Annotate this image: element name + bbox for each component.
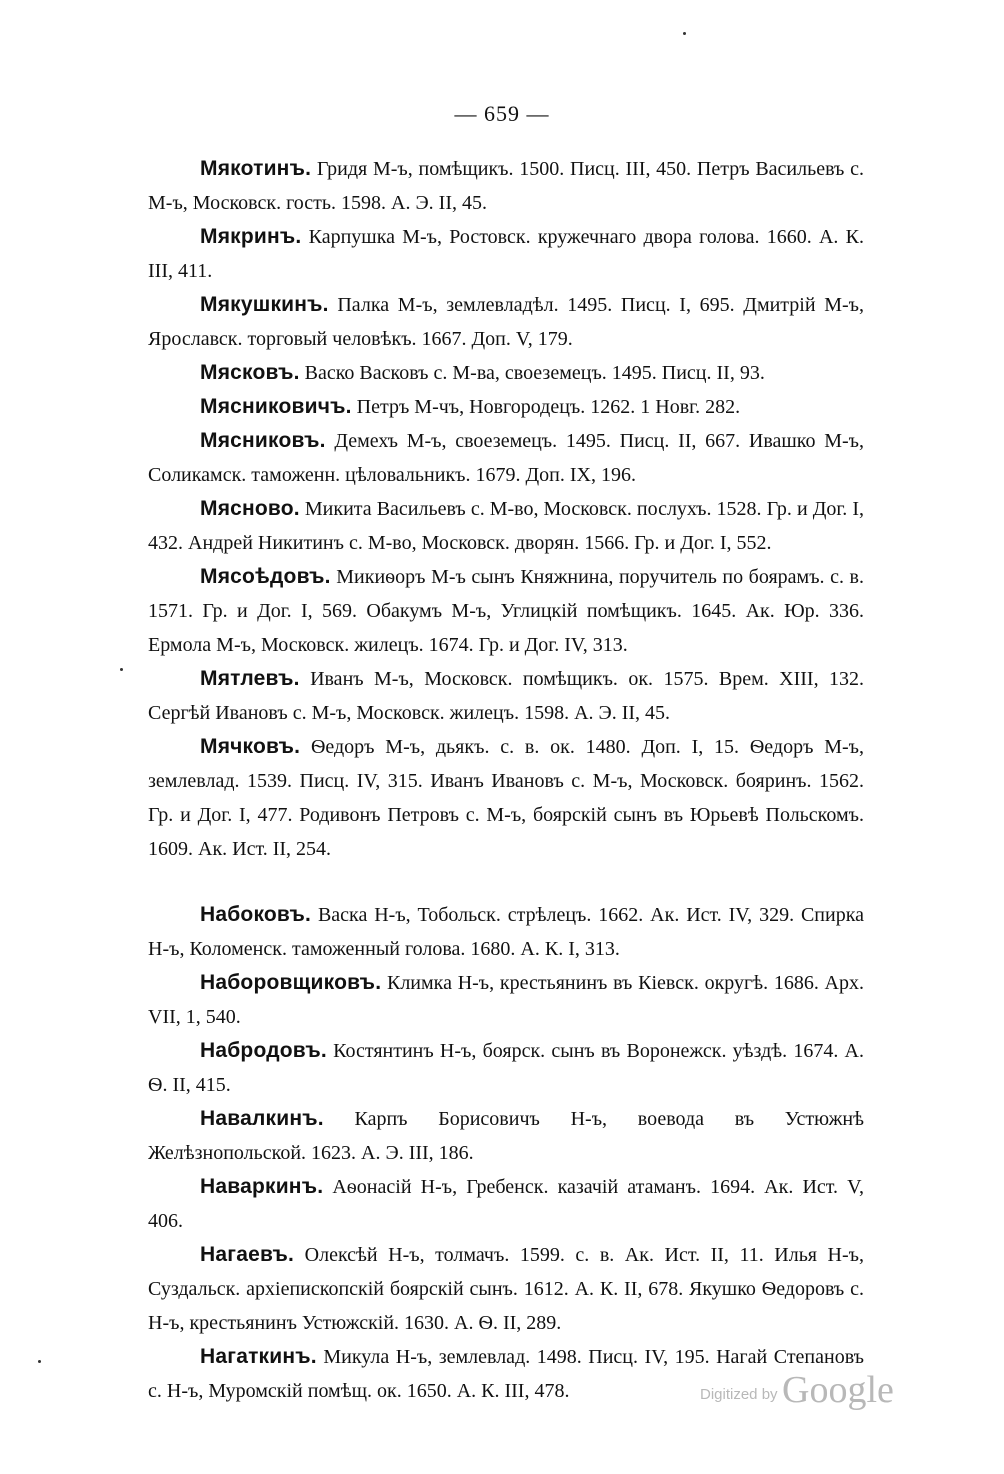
entry [148,390,864,424]
entry-headword: Навалкинъ. [200,1107,324,1130]
entry-headword: Нагаевъ. [200,1243,295,1266]
entry [148,424,864,492]
entry-text: Климка Н-ъ, крестьянинъ въ Кiевск. округѣ. 1686. Арх. VII, 1, 540. [148,972,865,1028]
entry-text: Гридя М-ъ, помѣщикъ. 1500. Писц. III, 450. Петръ Васильевъ с. М-ъ, Московск. гость. 1598. А. Э. II, 45. [148,158,864,214]
entry [148,220,864,288]
entry-headword: Мячковъ. [200,735,301,758]
entry [148,1238,864,1340]
entry-text: Микиѳоръ М-ъ сынъ Княжнина, поручитель по боярамъ. с. в. 1571. Гр. и Дог. I, 569. Обакумъ М-ъ, Углицкiй помѣщикъ. 1645. Ак. Юр. 336. Ермола М-ъ, Московск. жилецъ. 1674. Гр. и Дог. IV, 313. [148,566,864,656]
entry [148,288,864,356]
entry [148,1102,864,1170]
watermark-prefix: Digitized by [700,1386,778,1403]
entry-headword: Нагаткинъ. [200,1345,317,1368]
entry-headword: Набродовъ. [200,1039,327,1062]
entry [148,492,864,560]
entry-headword: Наборовщиковъ. [200,971,382,994]
entry-text: Палка М-ъ, землевладѣл. 1495. Писц. I, 695. Дмитрiй М-ъ, Ярославск. торговый человѣкъ. 1667. Доп. V, 179. [148,294,864,350]
scan-speck [683,32,686,35]
entry-text: Костянтинъ Н-ъ, боярск. сынъ въ Воронежск. уѣздѣ. 1674. А. Ѳ. II, 415. [148,1040,865,1096]
entry-text: Карпъ Борисовичъ Н-ъ, воевода въ Устюжнѣ Желѣзнопольской. 1623. А. Э. III, 186. [148,1108,864,1164]
entry-text: Ѳедоръ М-ъ, дьякъ. с. в. ок. 1480. Доп. I, 15. Ѳедоръ М-ъ, землевлад. 1539. Писц. IV, 315. Иванъ Ивановъ с. М-ъ, Московск. бояринъ. 1562. Гр. и Дог. I, 477. Родивонъ Петровъ с. М-ъ, боярскiй сынъ въ Юрьевѣ Польскомъ. 1609. Ак. Ист. II, 254. [148,736,864,860]
entry-text: Петръ М-чъ, Новгородецъ. 1262. 1 Новг. 282. [356,396,741,418]
scan-speck [38,1360,41,1363]
entry-headword: Мясниковичъ. [200,395,352,418]
entry-headword: Набоковъ. [200,903,312,926]
entry-headword: Мясковъ. [200,361,300,384]
entry-list [148,152,864,1408]
page-number: — 659 — [454,101,550,126]
scan-speck [120,668,123,671]
watermark-brand-logo: Google [782,1369,894,1411]
entry-headword: Наваркинъ. [200,1175,324,1198]
entry [148,356,864,390]
entry-text: Олексѣй Н-ъ, толмачъ. 1599. с. в. Ак. Ист. II, 11. Илья Н-ъ, Суздальск. архiепископскiй боярскiй сынъ. 1612. А. К. II, 678. Якушко Ѳедоровъ с. Н-ъ, крестьянинъ Устюжскiй. 1630. А. Ѳ. II, 289. [148,1244,864,1334]
entry [148,1170,864,1238]
entry-headword: Мятлевъ. [200,667,300,690]
entry-headword: Мякотинъ. [200,157,312,180]
entry-headword: Мясоѣдовъ. [200,565,331,588]
entry-text: Васка Н-ъ, Тобольск. стрѣлецъ. 1662. Ак. Ист. IV, 329. Спирка Н-ъ, Коломенск. таможенный голова. 1680. А. К. I, 313. [148,904,864,960]
entry-text: Аѳонасiй Н-ъ, Гребенск. казачiй атаманъ. 1694. Ак. Ист. V, 406. [148,1176,865,1232]
entry [148,966,864,1034]
entry [148,730,864,866]
entry-headword: Мясниковъ. [200,429,326,452]
entry-text: Карпушка М-ъ, Ростовск. кружечнаго двора голова. 1660. А. К. III, 411. [148,226,864,282]
entry-headword: Мякринъ. [200,225,302,248]
entry-text: Микула Н-ъ, землевлад. 1498. Писц. IV, 195. Нагай Степановъ с. Н-ъ, Муромскiй помѣщ. ок. 1650. А. К. III, 478. [148,1346,865,1402]
entry [148,1034,864,1102]
digitized-watermark [700,1368,920,1412]
entry-text: Иванъ М-ъ, Московск. помѣщикъ. ок. 1575. Врем. XIII, 132. Сергѣй Ивановъ с. М-ъ, Московск. жилецъ. 1598. А. Э. II, 45. [148,668,865,724]
entry-text: Демехъ М-ъ, своеземецъ. 1495. Писц. II, 667. Ивашко М-ъ, Соликамск. таможенн. цѣловальникъ. 1679. Доп. IX, 196. [148,430,865,486]
entry [148,898,864,966]
entry [148,152,864,220]
entry-text: Васко Васковъ с. М-ва, своеземецъ. 1495. Писц. II, 93. [304,362,765,384]
entry [148,662,864,730]
entry-headword: Мякушкинъ. [200,293,329,316]
entry-text: Микита Васильевъ с. М-во, Московск. послухъ. 1528. Гр. и Дог. I, 432. Андрей Никитинъ с. М-во, Московск. дворян. 1566. Гр. и Дог. I, 552. [148,498,864,554]
entry [148,560,864,662]
entry-headword: Мясново. [200,497,300,520]
